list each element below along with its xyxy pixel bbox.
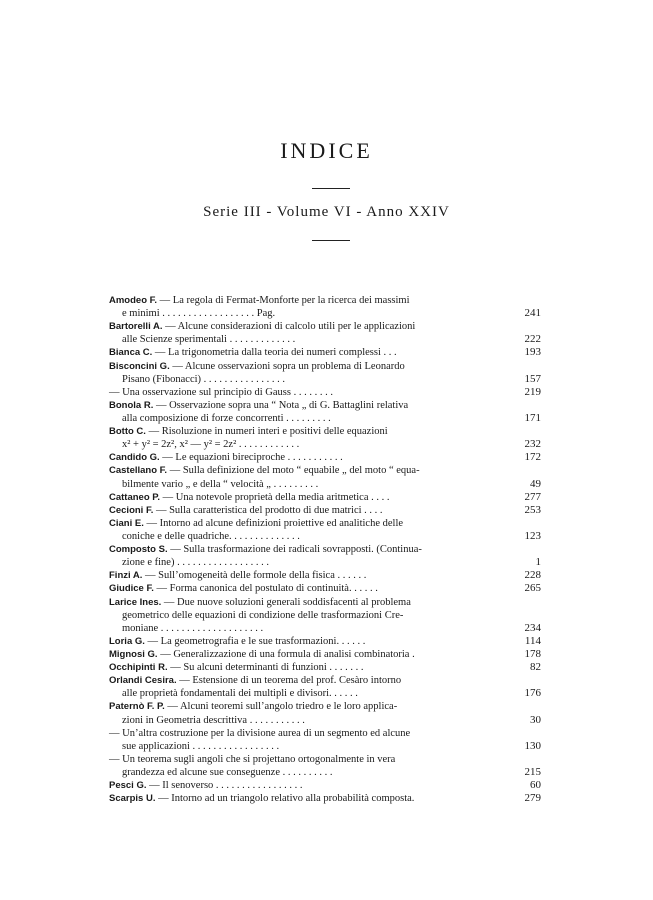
index-entry <box>109 464 541 477</box>
entry-title: — Generalizzazione di una formula di analisi combinatoria . <box>157 648 415 660</box>
index-entry <box>109 517 541 530</box>
index-entry <box>109 700 541 713</box>
entry-title: — La trigonometria dalla teoria dei numeri complessi . . . <box>152 347 397 359</box>
entry-author: Bisconcini G. <box>109 360 170 372</box>
entry-page-number: 277 <box>524 490 541 503</box>
index-entry <box>109 661 541 674</box>
entry-page-number: 178 <box>524 647 541 660</box>
entry-title: grandezza ed alcune sue conseguenze . . . . . . . . . . <box>122 766 333 778</box>
divider-bottom <box>312 240 350 241</box>
entry-page-number: 123 <box>524 529 541 542</box>
index-entry <box>109 425 541 438</box>
entry-title: — Una notevole proprietà della media aritmetica . . . . <box>160 491 390 503</box>
entry-page-number: 234 <box>524 621 541 634</box>
volume-subtitle: Serie III - Volume VI - Anno XXIV <box>203 204 450 220</box>
entry-page-number: 114 <box>524 634 541 647</box>
entry-page-number: 82 <box>530 661 541 674</box>
entry-author: Amodeo F. <box>109 295 158 306</box>
index-entry <box>109 766 541 779</box>
index-entries <box>109 294 541 805</box>
index-entry <box>109 687 541 700</box>
entry-page-number: 253 <box>524 503 541 516</box>
entry-page-number: 157 <box>524 372 541 385</box>
entry-author: Occhipinti R. <box>109 662 168 674</box>
entry-title: — Una osservazione sul principio di Gauss . . . . . . . . <box>109 386 333 398</box>
entry-author: Mignosi G. <box>109 648 158 660</box>
entry-title: — Le equazioni bireciproche . . . . . . . . . . . <box>159 452 343 464</box>
entry-title: — Il senoverso . . . . . . . . . . . . . . . . . <box>146 780 303 792</box>
index-entry <box>109 451 541 464</box>
entry-author: Pesci G. <box>109 780 147 792</box>
entry-page-number: 176 <box>524 687 541 700</box>
entry-title: x² + y² = 2z², x² — y² = 2z² . . . . . . . . . . . . <box>122 439 300 451</box>
entry-page-number: 30 <box>530 713 541 726</box>
entry-author: Orlandi Cesira. <box>109 675 177 687</box>
entry-title: coniche e delle quadriche. . . . . . . . . . . . . . <box>122 530 300 542</box>
entry-page-number: 49 <box>530 477 541 490</box>
index-entry <box>109 648 541 661</box>
entry-title: Pisano (Fibonacci) . . . . . . . . . . . . . . . . <box>122 373 286 385</box>
entry-title: zione e fine) . . . . . . . . . . . . . . . . . . <box>122 557 269 569</box>
entry-title: — Un teorema sugli angoli che si projettano ortogonalmente in vera <box>109 753 396 765</box>
entry-title: — La regola di Fermat-Monforte per la ricerca dei massimi <box>157 295 410 306</box>
entry-author: Bartorelli A. <box>109 321 163 333</box>
entry-page-number: 241 <box>524 307 541 320</box>
entry-page-number: 130 <box>524 739 541 752</box>
entry-title: moniane . . . . . . . . . . . . . . . . . . . . <box>122 622 264 634</box>
entry-page-number: 232 <box>524 438 541 451</box>
index-entry <box>109 556 541 569</box>
entry-title: zioni in Geometria descrittiva . . . . . . . . . . . <box>122 714 305 726</box>
entry-author: Castellano F. <box>109 465 168 477</box>
index-entry <box>109 504 541 517</box>
entry-title: — Sulla caratteristica del prodotto di due matrici . . . . <box>153 504 383 516</box>
entry-author: Bonola R. <box>109 399 154 411</box>
index-entry <box>109 294 541 307</box>
index-entry <box>109 333 541 346</box>
entry-title: — Estensione di un teorema del prof. Cesàro intorno <box>176 675 402 687</box>
index-entry <box>109 373 541 386</box>
entry-author: Cecioni F. <box>109 504 154 516</box>
entry-author: Loria G. <box>109 635 145 647</box>
index-entry <box>109 491 541 504</box>
entry-title: — Alcune considerazioni di calcolo utili per le applicazioni <box>162 321 416 333</box>
entry-title: geometrico delle equazioni di condizione delle trasformazioni Cre- <box>122 609 404 621</box>
index-entry <box>109 622 541 635</box>
index-entry <box>109 609 541 622</box>
index-entry <box>109 543 541 556</box>
index-entry <box>109 386 541 399</box>
page-title: INDICE <box>280 138 373 163</box>
index-entry <box>109 346 541 359</box>
entry-page-number: 1 <box>535 556 541 569</box>
entry-author: Cattaneo P. <box>109 491 161 503</box>
entry-page-number: 219 <box>524 385 541 398</box>
entry-author: Giudice F. <box>109 583 154 595</box>
index-entry <box>109 399 541 412</box>
entry-title: — Sull’omogeneità delle formole della fisica . . . . . . <box>142 570 367 582</box>
index-entry <box>109 530 541 543</box>
index-entry <box>109 360 541 373</box>
entry-title: — Alcune osservazioni sopra un problema di Leonardo <box>169 360 405 372</box>
index-entry <box>109 307 541 320</box>
entry-title: e minimi . . . . . . . . . . . . . . . . . . Pag. <box>122 308 276 320</box>
entry-title: — Intorno ad un triangolo relativo alla probabilità composta. <box>155 793 415 805</box>
entry-page-number: 222 <box>524 333 541 346</box>
entry-title: — Sulla definizione del moto “ equabile „ del moto “ equa- <box>167 465 420 477</box>
entry-title: alle Scienze sperimentali . . . . . . . . . . . . . <box>122 334 296 346</box>
entry-title: — Intorno ad alcune definizioni proiettive ed analitiche delle <box>143 517 404 529</box>
index-entry <box>109 792 541 805</box>
entry-page-number: 171 <box>524 411 541 424</box>
index-entry <box>109 714 541 727</box>
index-entry <box>109 478 541 491</box>
entry-title: — Su alcuni determinanti di funzioni . . . . . . . <box>167 662 364 674</box>
index-entry <box>109 779 541 792</box>
index-entry <box>109 635 541 648</box>
index-entry <box>109 438 541 451</box>
entry-page-number: 215 <box>524 765 541 778</box>
entry-title: bilmente vario „ e della “ velocità „ . . . . . . . . . <box>122 478 319 490</box>
entry-title: — Sulla trasformazione dei radicali sovrapposti. (Continua- <box>167 544 422 556</box>
index-entry <box>109 740 541 753</box>
entry-page-number: 193 <box>524 346 541 359</box>
entry-title: alle proprietà fondamentali dei multipli e divisori. . . . . . <box>122 688 358 700</box>
entry-page-number: 279 <box>524 792 541 805</box>
entry-title: — Osservazione sopra una “ Nota „ di G. Battaglini relativa <box>153 399 409 411</box>
index-entry <box>109 727 541 740</box>
entry-title: — Due nuove soluzioni generali soddisfacenti al problema <box>161 596 411 608</box>
entry-page-number: 265 <box>524 582 541 595</box>
entry-author: Finzi A. <box>109 570 143 582</box>
entry-title: — Risoluzione in numeri interi e positivi delle equazioni <box>145 426 388 438</box>
entry-author: Composto S. <box>109 544 168 556</box>
index-entry <box>109 569 541 582</box>
entry-author: Scarpis U. <box>109 793 156 805</box>
index-entry <box>109 582 541 595</box>
index-entry <box>109 674 541 687</box>
index-entry <box>109 412 541 425</box>
entry-title: — Alcuni teoremi sull’angolo triedro e le loro applica- <box>164 701 398 713</box>
entry-title: sue applicazioni . . . . . . . . . . . . . . . . . <box>122 740 280 752</box>
entry-author: Larice Ines. <box>109 596 162 608</box>
entry-author: Bianca C. <box>109 347 153 359</box>
index-entry <box>109 753 541 766</box>
entry-author: Candido G. <box>109 452 160 464</box>
entry-author: Botto C. <box>109 426 146 438</box>
entry-title: — Forma canonica del postulato di continuità. . . . . . <box>153 583 378 595</box>
entry-author: Paternò F. P. <box>109 701 165 713</box>
entry-title: — Un’altra costruzione per la divisione aurea di un segmento ed alcune <box>109 727 411 739</box>
entry-title: — La geometrografia e le sue trasformazioni. . . . . . <box>144 635 366 647</box>
entry-title: alla composizione di forze concorrenti . . . . . . . . . <box>122 412 331 424</box>
divider-top <box>312 188 350 189</box>
entry-author: Ciani E. <box>109 517 144 529</box>
index-entry <box>109 320 541 333</box>
index-entry <box>109 596 541 609</box>
entry-page-number: 60 <box>530 779 541 792</box>
entry-page-number: 172 <box>524 451 541 464</box>
entry-page-number: 228 <box>524 569 541 582</box>
